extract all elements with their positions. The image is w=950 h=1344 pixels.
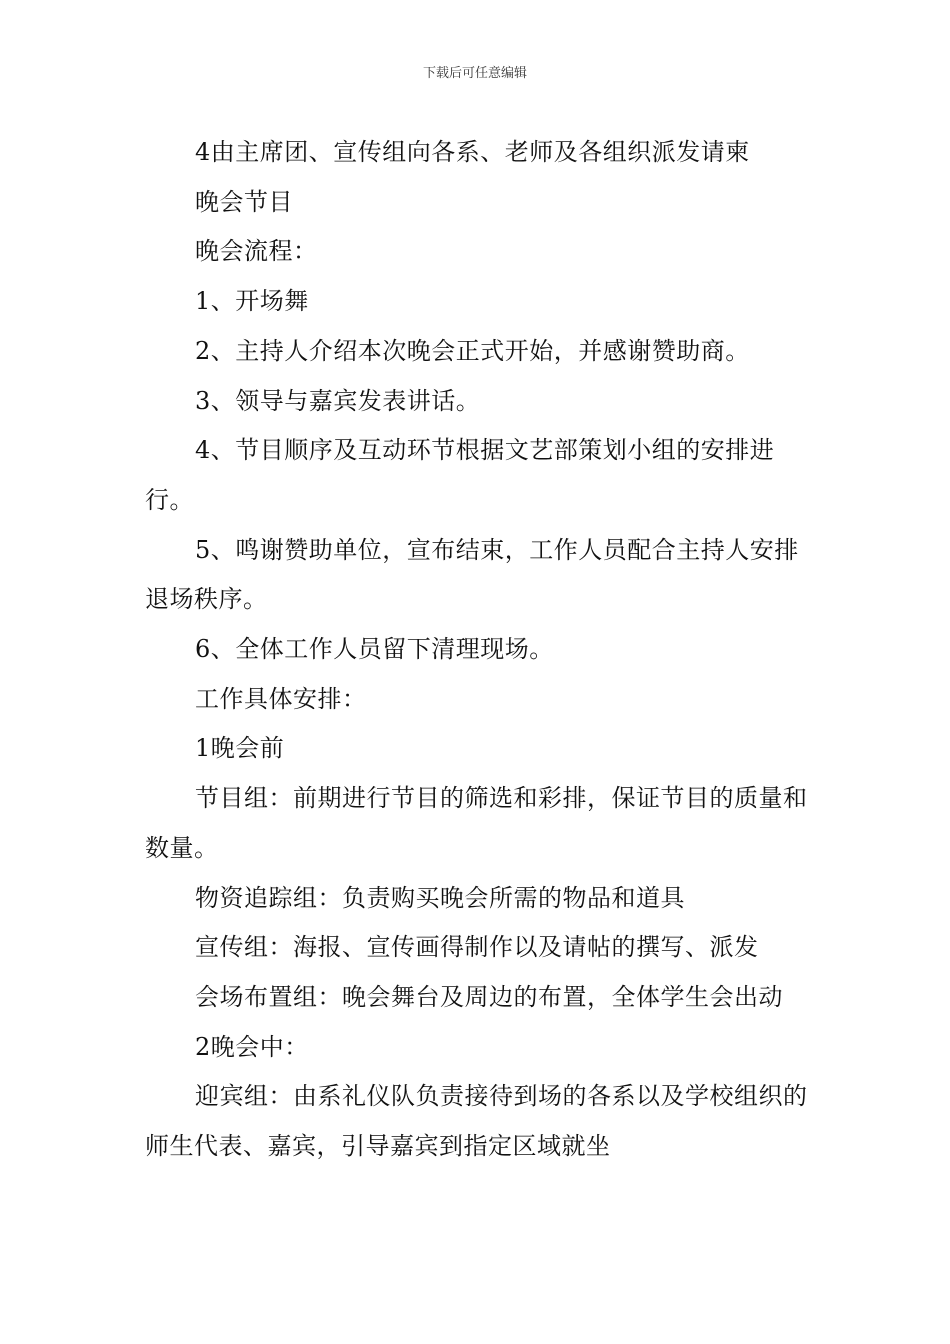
paragraph-program-group: 节目组：前期进行节目的筛选和彩排，保证节目的质量和数量。 — [145, 784, 808, 862]
paragraph-publicity-group: 宣传组：海报、宣传画得制作以及请帖的撰写、派发 — [195, 933, 759, 962]
paragraph-before-show: 1晚会前 — [195, 734, 285, 763]
paragraph-supplies-group: 物资追踪组：负责购买晚会所需的物品和道具 — [195, 883, 685, 912]
page-header: 下载后可任意编辑 — [422, 66, 527, 81]
paragraph-invitations: 4由主席团、宣传组向各系、老师及各组织派发请柬 — [195, 138, 750, 166]
paragraph-step-5: 5、鸣谢赞助单位，宣布结束，工作人员配合主持人安排退场秩序。 — [145, 535, 799, 614]
paragraph-step-4: 4、节目顺序及互动环节根据文艺部策划小组的安排进行。 — [145, 436, 775, 514]
paragraph-step-3: 3、领导与嘉宾发表讲话。 — [195, 386, 481, 415]
document-body — [145, 128, 810, 1172]
paragraph-arrangement-heading: 工作具体安排： — [195, 684, 367, 713]
paragraph-step-2: 2、主持人介绍本次晚会正式开始，并感谢赞助商。 — [195, 336, 750, 365]
paragraph-program-heading: 晚会节目 — [195, 187, 293, 216]
paragraph-reception-group: 迎宾组：由系礼仪队负责接待到场的各系以及学校组织的师生代表、嘉宾，引导嘉宾到指定区域就坐 — [145, 1082, 808, 1161]
paragraph-venue-group: 会场布置组：晚会舞台及周边的布置，全体学生会出动 — [195, 982, 783, 1011]
paragraph-step-6: 6、全体工作人员留下清理现场。 — [195, 635, 554, 664]
paragraph-flow-heading: 晚会流程： — [195, 237, 318, 266]
paragraph-during-show: 2晚会中： — [195, 1032, 309, 1061]
paragraph-step-1: 1、开场舞 — [195, 287, 309, 316]
